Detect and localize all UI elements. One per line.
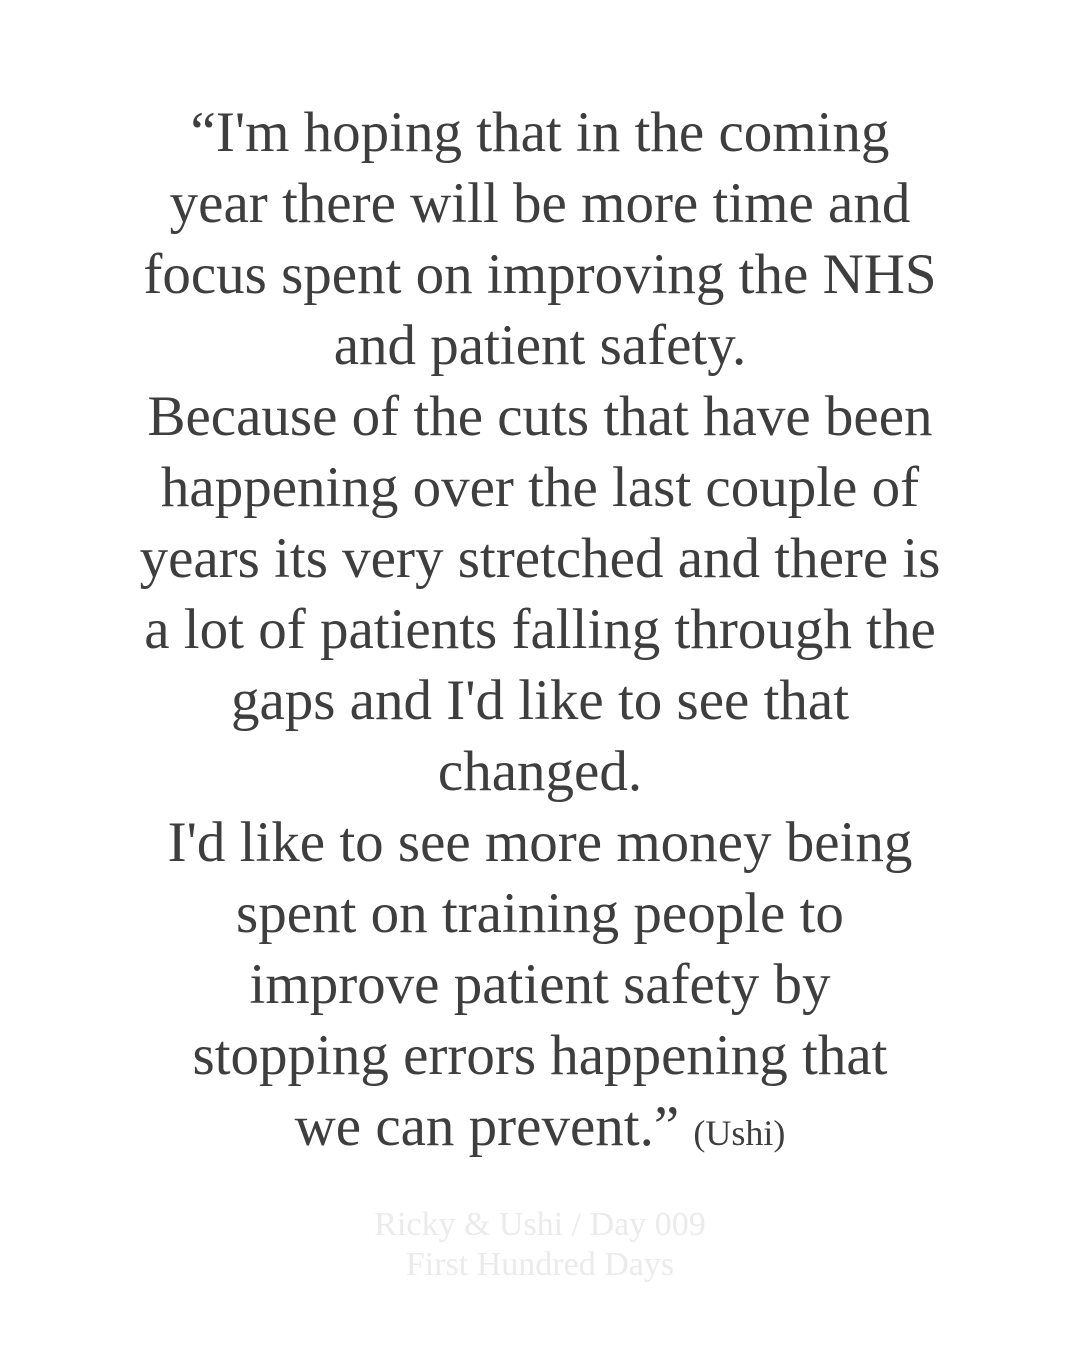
quote-line: changed. [437, 740, 643, 803]
quote-line: happening over the last couple of [160, 456, 920, 519]
quote-line: years its very stretched and there is [139, 527, 941, 590]
quote-line: Because of the cuts that have been [147, 385, 933, 448]
quote-line: focus spent on improving the NHS [143, 243, 937, 306]
quote-line: “I'm hoping that in the coming [190, 101, 890, 164]
quote-line: a lot of patients falling through the [144, 598, 936, 661]
quote-text [40, 97, 1040, 1169]
quote-line: and patient safety. [333, 314, 747, 377]
quote-attribution: (Ushi) [693, 1113, 786, 1153]
quote-line: improve patient safety by [249, 953, 831, 1016]
quote-line: stopping errors happening that [192, 1024, 888, 1087]
footer-credit [0, 1205, 1080, 1285]
quote-line: spent on training people to [236, 882, 844, 945]
quote-line: I'd like to see more money being [167, 811, 913, 874]
footer-project-name: First Hundred Days [405, 1246, 675, 1283]
quote-line: gaps and I'd like to see that [230, 669, 850, 732]
quote-line: year there will be more time and [169, 172, 911, 235]
footer-series-day: Ricky & Ushi / Day 009 [374, 1206, 706, 1243]
quote-line: we can prevent.” [294, 1095, 680, 1158]
quote-last-line [40, 1091, 1040, 1169]
